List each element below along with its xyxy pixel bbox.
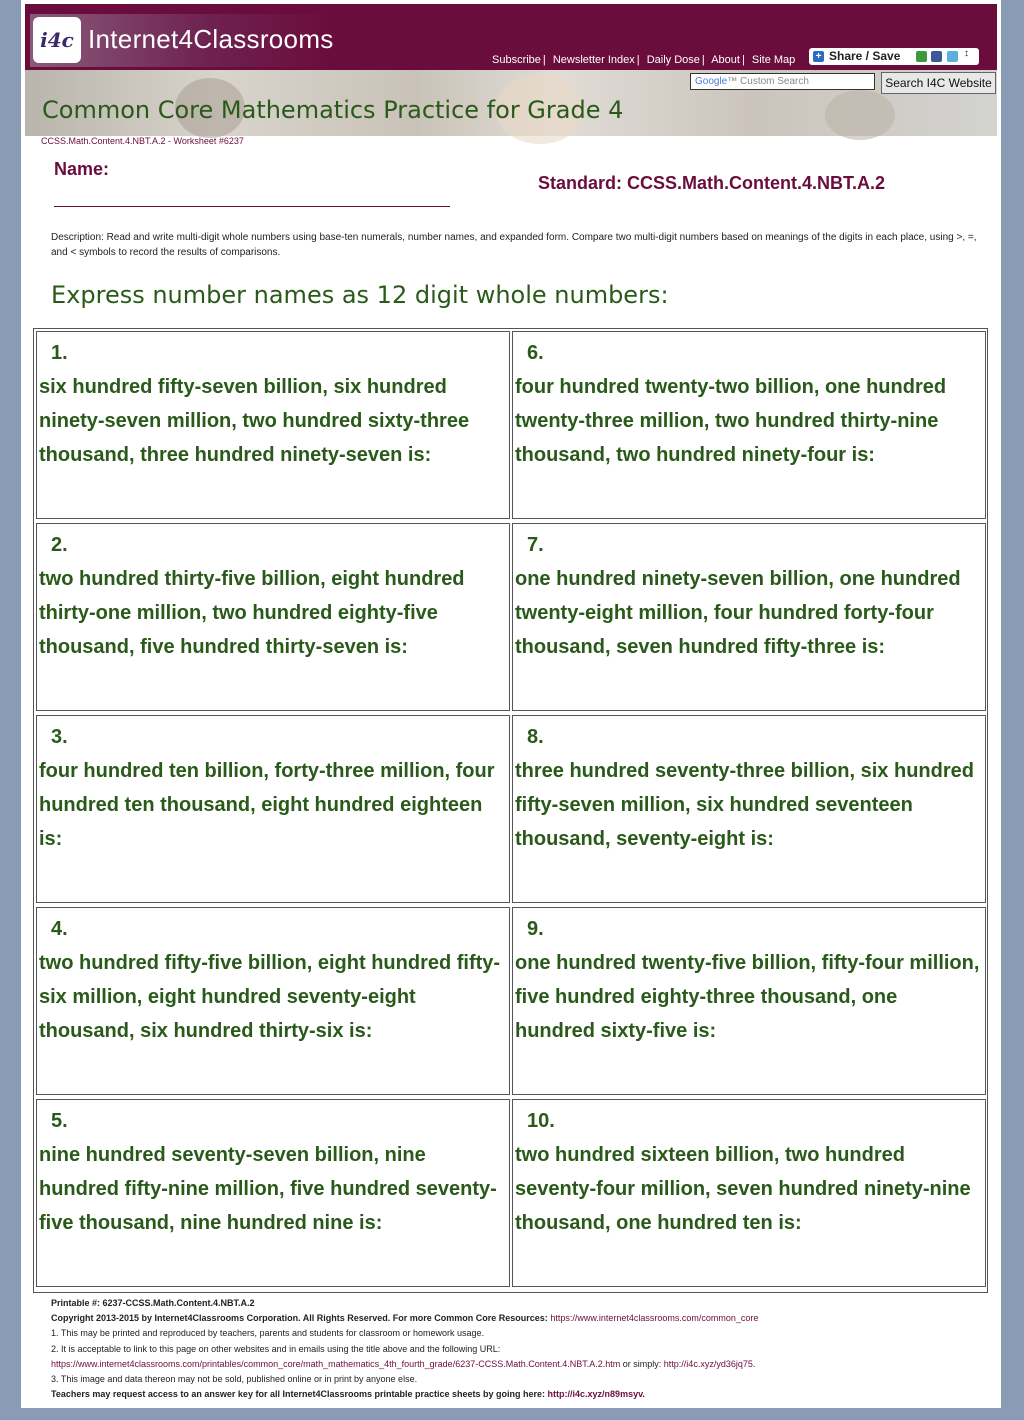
nav-daily-dose-link[interactable]: Daily Dose — [646, 54, 700, 66]
url-connector-text: or simply: — [620, 1358, 664, 1369]
nav-subscribe-link[interactable]: Subscribe — [492, 54, 541, 66]
twitter-icon — [947, 51, 958, 62]
site-header — [25, 4, 997, 70]
question-text: four hundred ten billion, forty-three million, four hundred ten thousand, eight hundred eighteen is: — [39, 760, 495, 850]
copyright-text: Copyright 2013-2015 by Internet4Classrooms Corporation. All Rights Reserved. For more Common Core Resources: — [51, 1313, 548, 1324]
nav-about-link[interactable]: About — [711, 54, 740, 66]
question-cell — [36, 715, 510, 903]
worksheet-id: CCSS.Math.Content.4.NBT.A.2 - Worksheet #6237 — [41, 136, 244, 146]
header-banner — [25, 70, 997, 136]
page-url-link[interactable]: https://www.internet4classrooms.com/printables/common_core/math_mathematics_4th_fourth_grade/6237-CCSS.Math.Content.4.NBT.A.2.htm — [51, 1358, 621, 1369]
common-core-link[interactable]: https://www.internet4classrooms.com/common_core — [550, 1313, 759, 1324]
top-nav: Subscribe | Newsletter Index | Daily Dose | About | Site Map — [492, 54, 796, 66]
question-text: nine hundred seventy-seven billion, nine hundred fifty-nine million, five hundred seventy-five thousand, nine hundred nine is: — [39, 1144, 497, 1234]
question-number: 1. — [51, 342, 68, 364]
question-cell — [512, 523, 986, 711]
name-label: Name: — [54, 159, 110, 179]
nav-newsletter-index-link[interactable]: Newsletter Index — [552, 54, 635, 66]
questions-grid — [33, 328, 988, 1293]
facebook-icon — [931, 51, 942, 62]
question-number: 5. — [51, 1110, 68, 1132]
question-cell — [512, 1099, 986, 1287]
share-label: Share / Save — [829, 49, 901, 63]
question-cell — [36, 1099, 510, 1287]
question-cell — [36, 907, 510, 1095]
answer-key-line — [51, 1387, 991, 1402]
question-text: two hundred sixteen billion, two hundred seventy-four million, seven hundred ninety-nine thousand, one hundred ten is: — [515, 1144, 971, 1234]
question-text: four hundred twenty-two billion, one hundred twenty-three million, two hundred thirty-nine thousand, two hundred ninety-four is: — [515, 376, 947, 466]
footer — [51, 1296, 991, 1402]
question-text: two hundred fifty-five billion, eight hundred fifty-six million, eight hundred seventy-eight thousand, six hundred thirty-six is: — [39, 952, 501, 1042]
question-number: 9. — [527, 918, 544, 940]
question-text: one hundred twenty-five billion, fifty-four million, five hundred eighty-three thousand, one hundred sixty-five is: — [515, 952, 980, 1042]
usage-note-2-urls — [51, 1357, 991, 1372]
logo-text: Internet4Classrooms — [88, 24, 334, 54]
short-url-link[interactable]: http://i4c.xyz/yd36jq75 — [663, 1358, 753, 1369]
answer-key-end-punct: . — [642, 1389, 645, 1400]
question-number: 3. — [51, 726, 68, 748]
question-text: three hundred seventy-three billion, six hundred fifty-seven million, six hundred seventeen thousand, seventy-eight is: — [515, 760, 974, 850]
search-button[interactable]: Search I4C Website — [881, 72, 996, 94]
search-placeholder: Custom Search — [740, 76, 809, 87]
instructions: Express number names as 12 digit whole numbers: — [51, 281, 669, 309]
question-cell — [36, 523, 510, 711]
usage-note-1: 1. This may be printed and reproduced by teachers, parents and students for classroom or homework usage. — [51, 1328, 485, 1339]
question-text: six hundred fifty-seven billion, six hundred ninety-seven million, two hundred sixty-three thousand, three hundred ninety-seven is: — [39, 376, 470, 466]
name-line — [54, 206, 450, 207]
site-logo[interactable] — [30, 14, 334, 67]
logo-badge: i4c — [33, 17, 81, 63]
question-cell — [512, 331, 986, 519]
question-number: 6. — [527, 342, 544, 364]
chevron-updown-icon: ↕ — [964, 48, 969, 59]
standard-label: Standard: CCSS.Math.Content.4.NBT.A.2 — [538, 173, 886, 193]
description: Description: Read and write multi-digit whole numbers using base-ten numerals, number names, and expanded form. Compare two multi-digit numbers based on meanings of the digits in each place, using >, =, and < symbols to record the results of comparisons. — [51, 232, 977, 258]
question-cell — [36, 331, 510, 519]
question-number: 7. — [527, 534, 544, 556]
usage-note-3: 3. This image and data thereon may not be sold, published online or in print by anyone else. — [51, 1374, 418, 1385]
usage-note-2: 2. It is acceptable to link to this page on other websites and in emails using the title above and the following URL: — [51, 1343, 501, 1354]
nav-site-map-link[interactable]: Site Map — [751, 54, 796, 66]
question-text: two hundred thirty-five billion, eight hundred thirty-one million, two hundred eighty-five thousand, five hundred thirty-seven is: — [39, 568, 465, 658]
copyright-line — [51, 1311, 991, 1326]
share-plus-icon: + — [813, 51, 824, 62]
printable-number: Printable #: 6237-CCSS.Math.Content.4.NBT.A.2 — [51, 1298, 255, 1308]
question-number: 10. — [527, 1110, 555, 1132]
question-text: one hundred ninety-seven billion, one hundred twenty-eight million, four hundred forty-four thousand, seven hundred fifty-three is: — [515, 568, 961, 658]
question-number: 8. — [527, 726, 544, 748]
worksheet-page — [21, 0, 1001, 1408]
question-number: 4. — [51, 918, 68, 940]
page-title: Common Core Mathematics Practice for Grade 4 — [42, 96, 624, 124]
google-brand-text: Google — [695, 76, 728, 87]
answer-key-text: Teachers may request access to an answer key for all Internet4Classrooms printable practice sheets by going here: — [51, 1389, 546, 1400]
question-cell — [512, 715, 986, 903]
question-cell — [512, 907, 986, 1095]
answer-key-link[interactable]: http://i4c.xyz/n89msyv — [547, 1389, 643, 1400]
search-input[interactable]: Google™ Custom Search — [690, 73, 875, 90]
url-end-punct: . — [752, 1358, 756, 1369]
question-number: 2. — [51, 534, 68, 556]
banner-photo-shape — [825, 90, 895, 140]
share-refresh-icon — [916, 51, 927, 62]
share-save-button[interactable] — [809, 48, 979, 65]
